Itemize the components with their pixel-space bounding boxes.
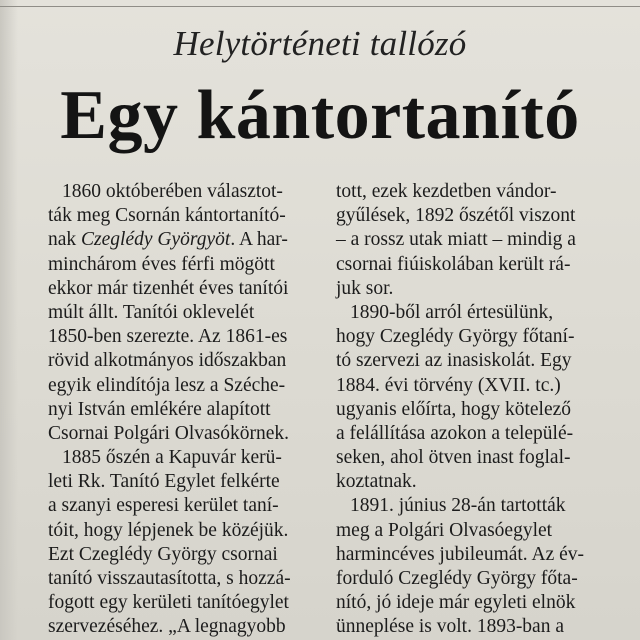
text-line: juk sor.: [336, 277, 394, 299]
text-line: tott, ezek kezdetben vándor-: [336, 181, 557, 202]
text-line: 1860 októberében választot-: [62, 181, 283, 202]
text-line: – a rossz utak miatt – mindig a: [336, 229, 576, 251]
text-line: forduló Czeglédy György főta-: [336, 568, 578, 589]
text-line: rövid alkotmányos időszakban: [48, 350, 287, 372]
text-line: csornai fiúiskolában került rá-: [336, 253, 571, 275]
text-line: ünneplése is volt. 1893-ban a: [336, 616, 564, 638]
text-line: Ezt Czeglédy György csornai: [48, 543, 278, 565]
text-line: meg a Polgári Olvasóegylet: [336, 519, 553, 541]
text-line: 1890-ből arról értesülünk,: [350, 301, 554, 323]
text-line: nak Czeglédy Györgyöt. A har-: [48, 229, 288, 251]
top-rule: [0, 6, 640, 7]
text-line: seken, ahol ötven inast foglal-: [336, 447, 571, 469]
text-line: nító, jó ideje már egyleti elnök: [336, 592, 576, 614]
text-line: hogy Czeglédy György főtaní-: [336, 326, 575, 348]
text-line: ták meg Csornán kántortanító-: [48, 205, 286, 227]
text-line: gyűlések, 1892 őszétől viszont: [336, 205, 576, 227]
text-line: ekkor már tizenhét éves tanítói: [48, 277, 289, 299]
text-line: minchárom éves férfi mögött: [48, 253, 275, 275]
text-line: a felállítása azokon a települé-: [336, 422, 574, 444]
text-line: tanító visszautasította, s hozzá-: [48, 568, 291, 589]
text-line: 1891. június 28-án tartották: [350, 495, 566, 517]
text-line: 1885 őszén a Kapuvár kerü-: [62, 447, 282, 469]
text-line: koztatnak.: [336, 471, 417, 493]
text-line: Csornai Polgári Olvasókörnek.: [48, 422, 290, 444]
text-line: a szanyi esperesi kerület taní-: [48, 495, 279, 517]
text-line: tóit, hogy lépjenek be közéjük.: [48, 519, 289, 541]
column-kicker: Helytörténeti tallózó: [173, 24, 467, 63]
text-line: egyik elindítója lesz a Széche-: [48, 374, 286, 396]
text-line: múlt állt. Tanítói oklevelét: [48, 301, 255, 323]
text-line: harmincéves jubileumát. Az év-: [336, 543, 584, 565]
text-line: ugyanis előírta, hogy kötelező: [336, 398, 572, 420]
article-headline: Egy kántortanító: [60, 77, 580, 154]
article-column-right: [336, 180, 634, 640]
text-line: 1884. évi törvény (XVII. tc.): [336, 374, 561, 396]
article-column-left: [48, 180, 326, 640]
text-line: 1850-ben szerezte. Az 1861-es: [48, 326, 288, 348]
text-line: leti Rk. Tanító Egylet felkérte: [48, 471, 280, 493]
text-line: nyi István emlékére alapított: [48, 398, 271, 420]
text-line: tó szervezi az inasiskolát. Egy: [336, 350, 572, 372]
text-line: szervezéséhez. „A legnagyobb: [48, 616, 286, 638]
text-line: fogott egy kerületi tanítóegylet: [48, 592, 289, 614]
italic-name: Czeglédy Györgyöt: [81, 229, 231, 251]
